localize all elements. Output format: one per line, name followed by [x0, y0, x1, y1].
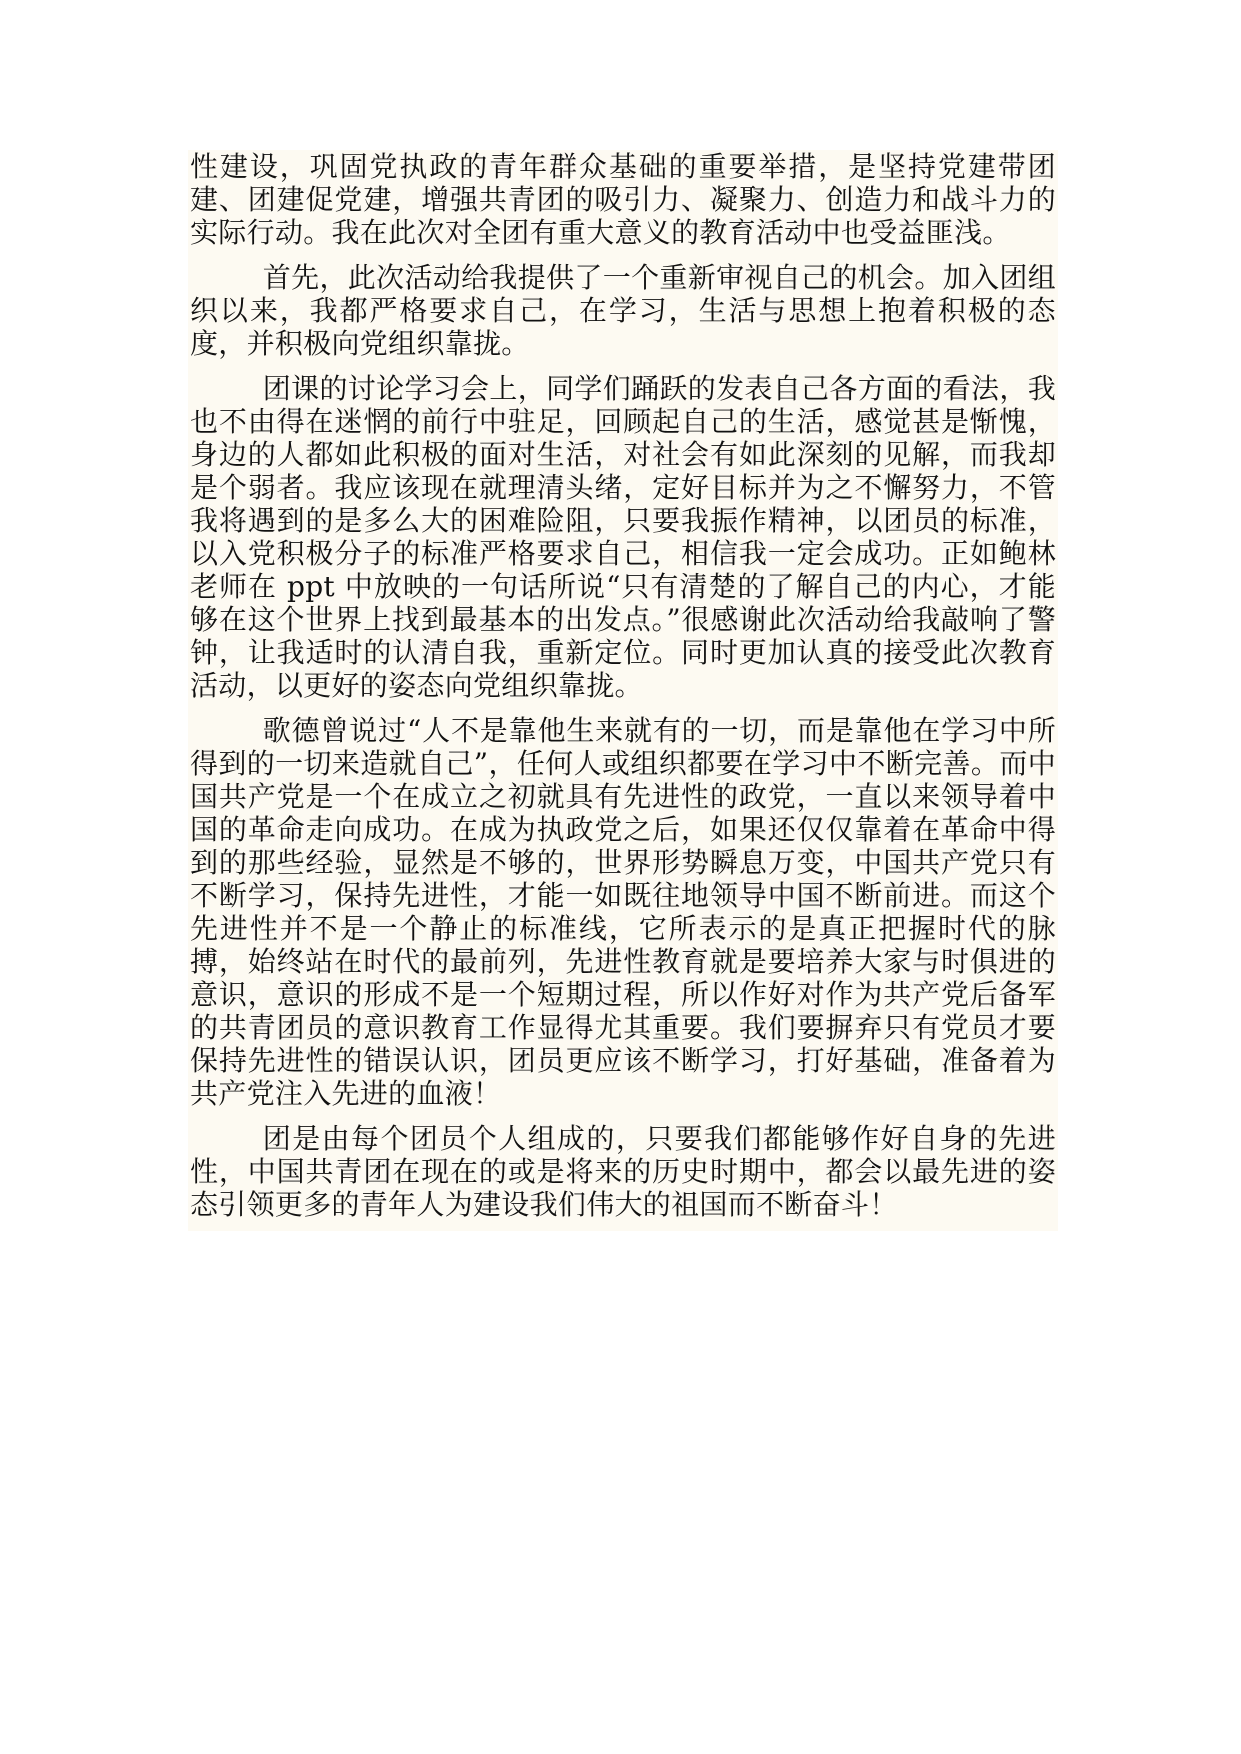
paragraph-1: 性建设，巩固党执政的青年群众基础的重要举措，是坚持党建带团建、团建促党建，增强共青团的吸引力、凝聚力、创造力和战斗力的实际行动。我在此次对全团有重大意义的教育活动中也受益匪浅。 — [190, 150, 1056, 249]
body-text — [188, 150, 1058, 1231]
paragraph-3: 团课的讨论学习会上，同学们踊跃的发表自己各方面的看法，我也不由得在迷惘的前行中驻足，回顾起自己的生活，感觉甚是惭愧，身边的人都如此积极的面对生活，对社会有如此深刻的见解，而我却是个弱者。我应该现在就理清头绪，定好目标并为之不懈努力，不管我将遇到的是多么大的困难险阻，只要我振作精神，以团员的标准，以入党积极分子的标准严格要求自己，相信我一定会成功。正如鲍林老师在 ppt 中放映的一句话所说“只有清楚的了解自己的内心，才能够在这个世界上找到最基本的出发点。”很感谢此次活动给我敲响了警钟，让我适时的认清自我，重新定位。同时更加认真的接受此次教育活动，以更好的姿态向党组织靠拢。 — [190, 372, 1056, 702]
paragraph-4: 歌德曾说过“人不是靠他生来就有的一切，而是靠他在学习中所得到的一切来造就自己”，任何人或组织都要在学习中不断完善。而中国共产党是一个在成立之初就具有先进性的政党，一直以来领导着中国的革命走向成功。在成为执政党之后，如果还仅仅靠着在革命中得到的那些经验，显然是不够的，世界形势瞬息万变，中国共产党只有不断学习，保持先进性，才能一如既往地领导中国不断前进。而这个先进性并不是一个静止的标准线，它所表示的是真正把握时代的脉搏，始终站在时代的最前列，先进性教育就是要培养大家与时俱进的意识，意识的形成不是一个短期过程，所以作好对作为共产党后备军的共青团员的意识教育工作显得尤其重要。我们要摒弃只有党员才要保持先进性的错误认识，团员更应该不断学习，打好基础，准备着为共产党注入先进的血液！ — [190, 714, 1056, 1110]
paragraph-2: 首先，此次活动给我提供了一个重新审视自己的机会。加入团组织以来，我都严格要求自己，在学习，生活与思想上抱着积极的态度，并积极向党组织靠拢。 — [190, 261, 1056, 360]
paragraph-5: 团是由每个团员个人组成的，只要我们都能够作好自身的先进性，中国共青团在现在的或是将来的历史时期中，都会以最先进的姿态引领更多的青年人为建设我们伟大的祖国而不断奋斗！ — [190, 1122, 1056, 1221]
